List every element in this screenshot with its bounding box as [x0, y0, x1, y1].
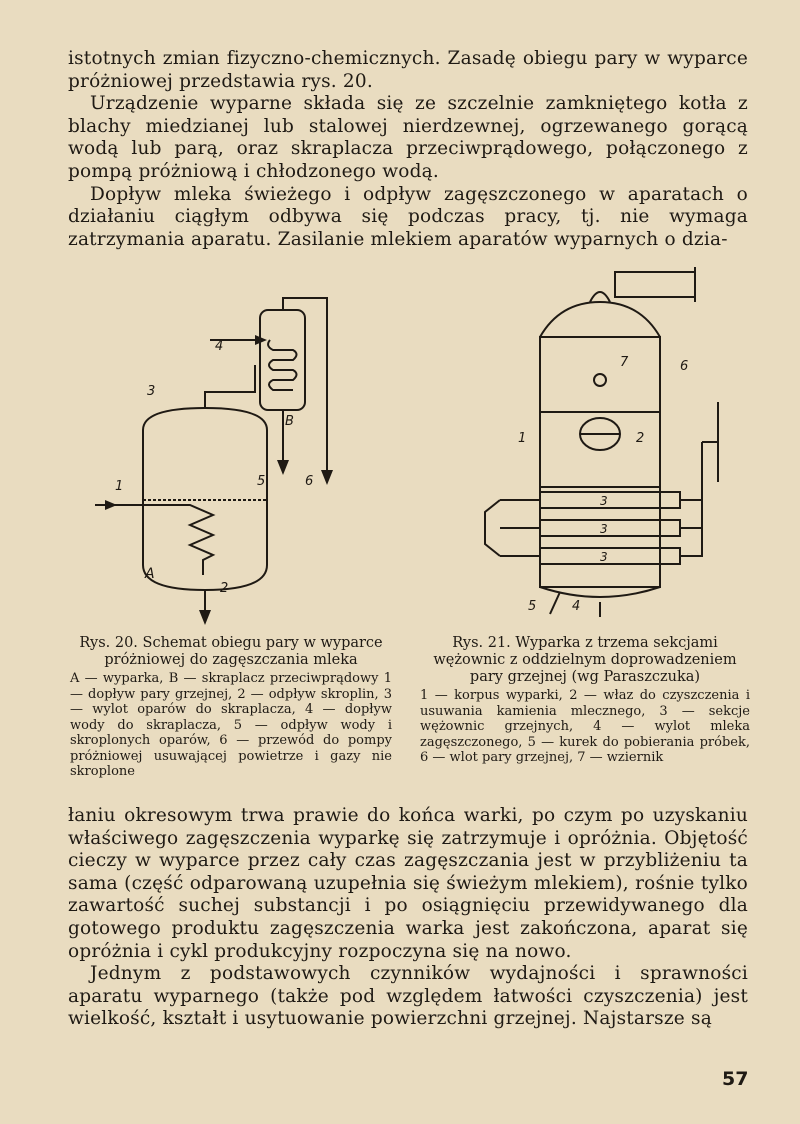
figure-21-diagram	[440, 262, 750, 632]
figure-20-caption	[70, 635, 392, 780]
label-3-bottom: 3	[600, 550, 608, 564]
label-3: 3	[147, 384, 156, 399]
label-2: 2	[636, 431, 645, 446]
caption-legend: 1 — korpus wyparki, 2 — właz do czyszczenia i usuwania kamienia mlecznego, 3 — sekcje wężownic grzejnych, 4 — wylot mleka zagęszczonego, 5 — kurek do pobierania próbek, 6 — wlot pary grzejnej, 7 — wziernik	[420, 688, 750, 765]
page-number: 57	[722, 1068, 749, 1090]
label-A: A	[145, 566, 155, 582]
label-1: 1	[115, 479, 124, 494]
label-1: 1	[518, 431, 527, 446]
label-4: 4	[572, 599, 581, 614]
paragraph: łaniu okresowym trwa prawie do końca warki, po czym po uzyskaniu właściwego zagęszczenia wyparkę się zatrzymuje i opróżnia. Objętość cieczy w wyparce przez cały czas zagęszczania jest w przybliżeniu ta sama (część odparowaną uzupełnia się świeżym mlekiem), rośnie tylko zawartość suchej substancji i po osiągnięciu przewidywanego dla gotowego produktu zagęszczenia warka jest zakończona, aparat się opróżnia i cykl produkcyjny rozpoczyna się na nowo.	[68, 805, 748, 962]
paragraph: istotnych zmian fizyczno-chemicznych. Zasadę obiegu pary w wyparce próżniowej przedstawia rys. 20.	[68, 48, 748, 92]
caption-title: Rys. 20. Schemat obiegu pary w wyparce próżniowej do zagęszczania mleka	[79, 635, 383, 668]
paragraph: Urządzenie wyparne składa się ze szczelnie zamkniętego kotła z blachy miedzianej lub stalowej nierdzewnej, ogrzewanego gorącą wodą lub parą, oraz skraplacza przeciwprądowego, połączonego z pompą próżniową i chłodzonego wodą.	[68, 93, 748, 182]
figure-21-caption	[420, 635, 750, 766]
label-4: 4	[215, 339, 224, 354]
paragraph: Jednym z podstawowych czynników wydajności i sprawności aparatu wyparnego (także pod względem łatwości czyszczenia) jest wielkość, kształt i usytuowanie powierzchni grzejnej. Najstarsze są	[68, 963, 748, 1030]
label-6: 6	[305, 474, 314, 489]
label-3-top: 3	[600, 494, 608, 508]
label-3-middle: 3	[600, 522, 608, 536]
label-5: 5	[528, 599, 537, 614]
label-5: 5	[257, 474, 266, 489]
caption-title: Rys. 21. Wyparka z trzema sekcjami wężownic z oddzielnym doprowadzeniem pary grzejnej (wg Paraszczuka)	[433, 635, 737, 685]
paragraph: Dopływ mleka świeżego i odpływ zagęszczonego w aparatach o działaniu ciągłym odbywa się podczas pracy, tj. nie wymaga zatrzymania aparatu. Zasilanie mlekiem aparatów wyparnych o dzia-	[68, 183, 748, 250]
label-7: 7	[620, 355, 629, 370]
label-2: 2	[220, 581, 229, 596]
label-B: B	[285, 414, 294, 429]
top-text-block	[68, 48, 748, 251]
figure-20-diagram	[95, 280, 375, 630]
caption-legend: A — wyparka, B — skraplacz przeciwprądowy 1 — dopływ pary grzejnej, 2 — odpływ skroplin, 3 — wylot oparów do skraplacza, 4 — dopływ wody do skraplacza, 5 — odpływ wody i skroplonych oparów, 6 — przewód do pompy próżniowej usuwającej powietrze i gazy nie skroplone	[70, 671, 392, 779]
bottom-text-block	[68, 805, 748, 1031]
label-6: 6	[680, 359, 689, 374]
